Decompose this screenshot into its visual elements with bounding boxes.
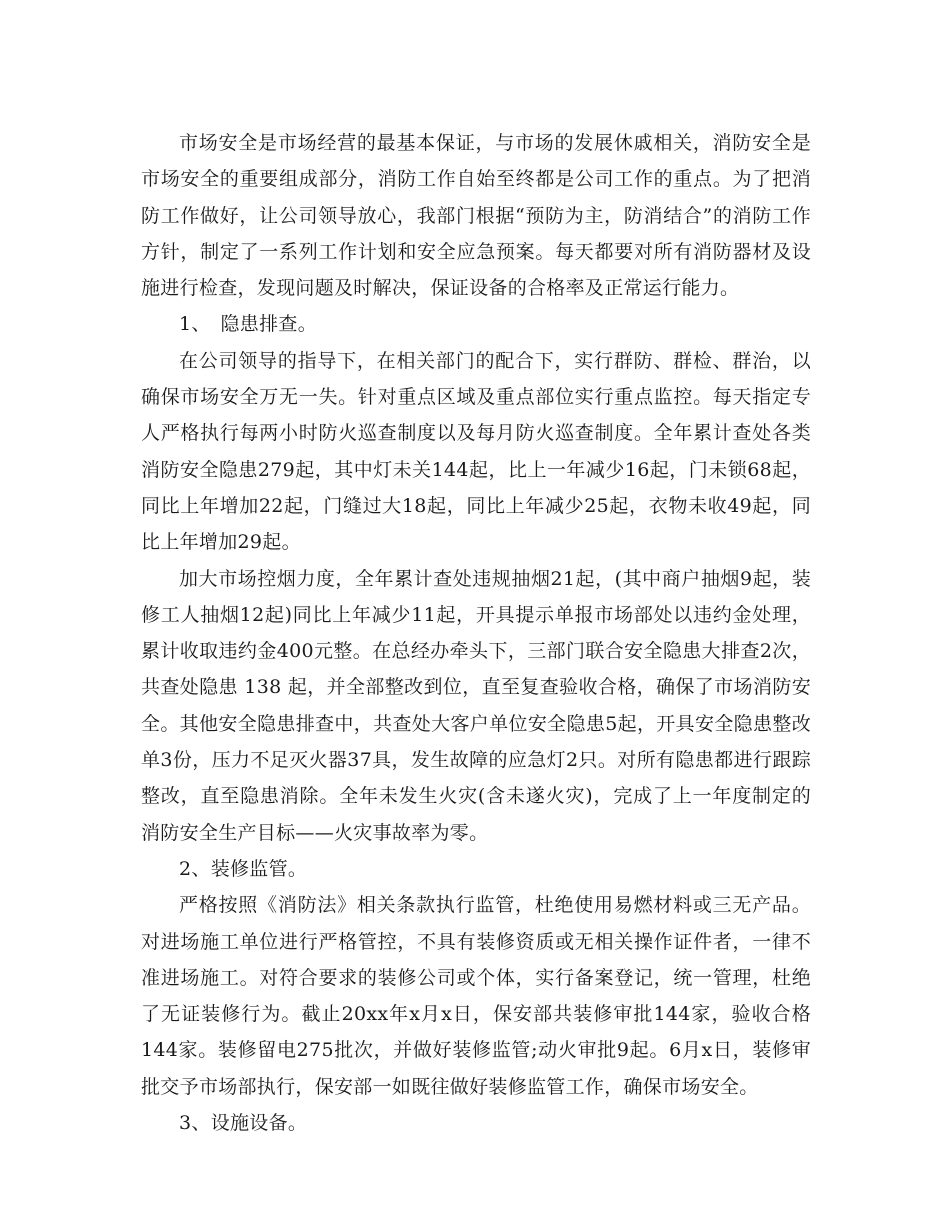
section-heading-hazard-inspection: 1、 隐患排查。 xyxy=(179,313,317,336)
paragraph-renovation-supervision: 严格按照《消防法》相关条款执行监管，杜绝使用易燃材料或三无产品。对进场施工单位进行严格管控，不具有装修资质或无相关操作证件者，一律不准进场施工。对符合要求的装修公司或个体，实行备案登记，统一管理，杜绝了无证装修行为。截止20xx年x月x日，保安部共装修审批144家，验收合格144家。装修留电275批次，并做好装修监管;动火审批9起。6月x日，装修审批交予市场部执行，保安部一如既往做好装修监管工作，确保市场安全。 xyxy=(141,894,811,1098)
document-body xyxy=(141,125,811,1141)
paragraph-hazard-inspection: 在公司领导的指导下，在相关部门的配合下，实行群防、群检、群治，以确保市场安全万无一失。针对重点区域及重点部位实行重点监控。每天指定专人严格执行每两小时防火巡查制度以及每月防火巡查制度。全年累计查处各类消防安全隐患279起，其中灯未关144起，比上一年减少16起，门未锁68起，同比上年增加22起，门缝过大18起，同比上年减少25起，衣物未收49起，同比上年增加29起。 xyxy=(141,349,811,554)
paragraph-intro: 市场安全是市场经营的最基本保证，与市场的发展休戚相关，消防安全是市场安全的重要组成部分，消防工作自始至终都是公司工作的重点。为了把消防工作做好，让公司领导放心，我部门根据“预防为主，防消结合”的消防工作方针，制定了一系列工作计划和安全应急预案。每天都要对所有消防器材及设施进行检查，发现问题及时解决，保证设备的合格率及正常运行能力。 xyxy=(141,132,811,300)
section-heading-renovation-supervision: 2、装修监管。 xyxy=(179,857,308,880)
section-heading-facilities: 3、设施设备。 xyxy=(179,1112,308,1135)
paragraph-smoking-control: 加大市场控烟力度，全年累计查处违规抽烟21起，(其中商户抽烟9起，装修工人抽烟12起)同比上年减少11起，开具提示单报市场部处以违约金处理，累计收取违约金400元整。在总经办牵头下，三部门联合安全隐患大排查2次，共查处隐患 138 起，并全部整改到位，直至复查验收合格，确保了市场消防安全。其他安全隐患排查中，共查处大客户单位安全隐患5起，开具安全隐患整改单3份，压力不足灭火器37具，发生故障的应急灯2只。对所有隐患都进行跟踪整改，直至隐患消除。全年未发生火灾(含未遂火灾)，完成了上一年度制定的消防安全生产目标——火灾事故率为零。 xyxy=(141,567,811,844)
